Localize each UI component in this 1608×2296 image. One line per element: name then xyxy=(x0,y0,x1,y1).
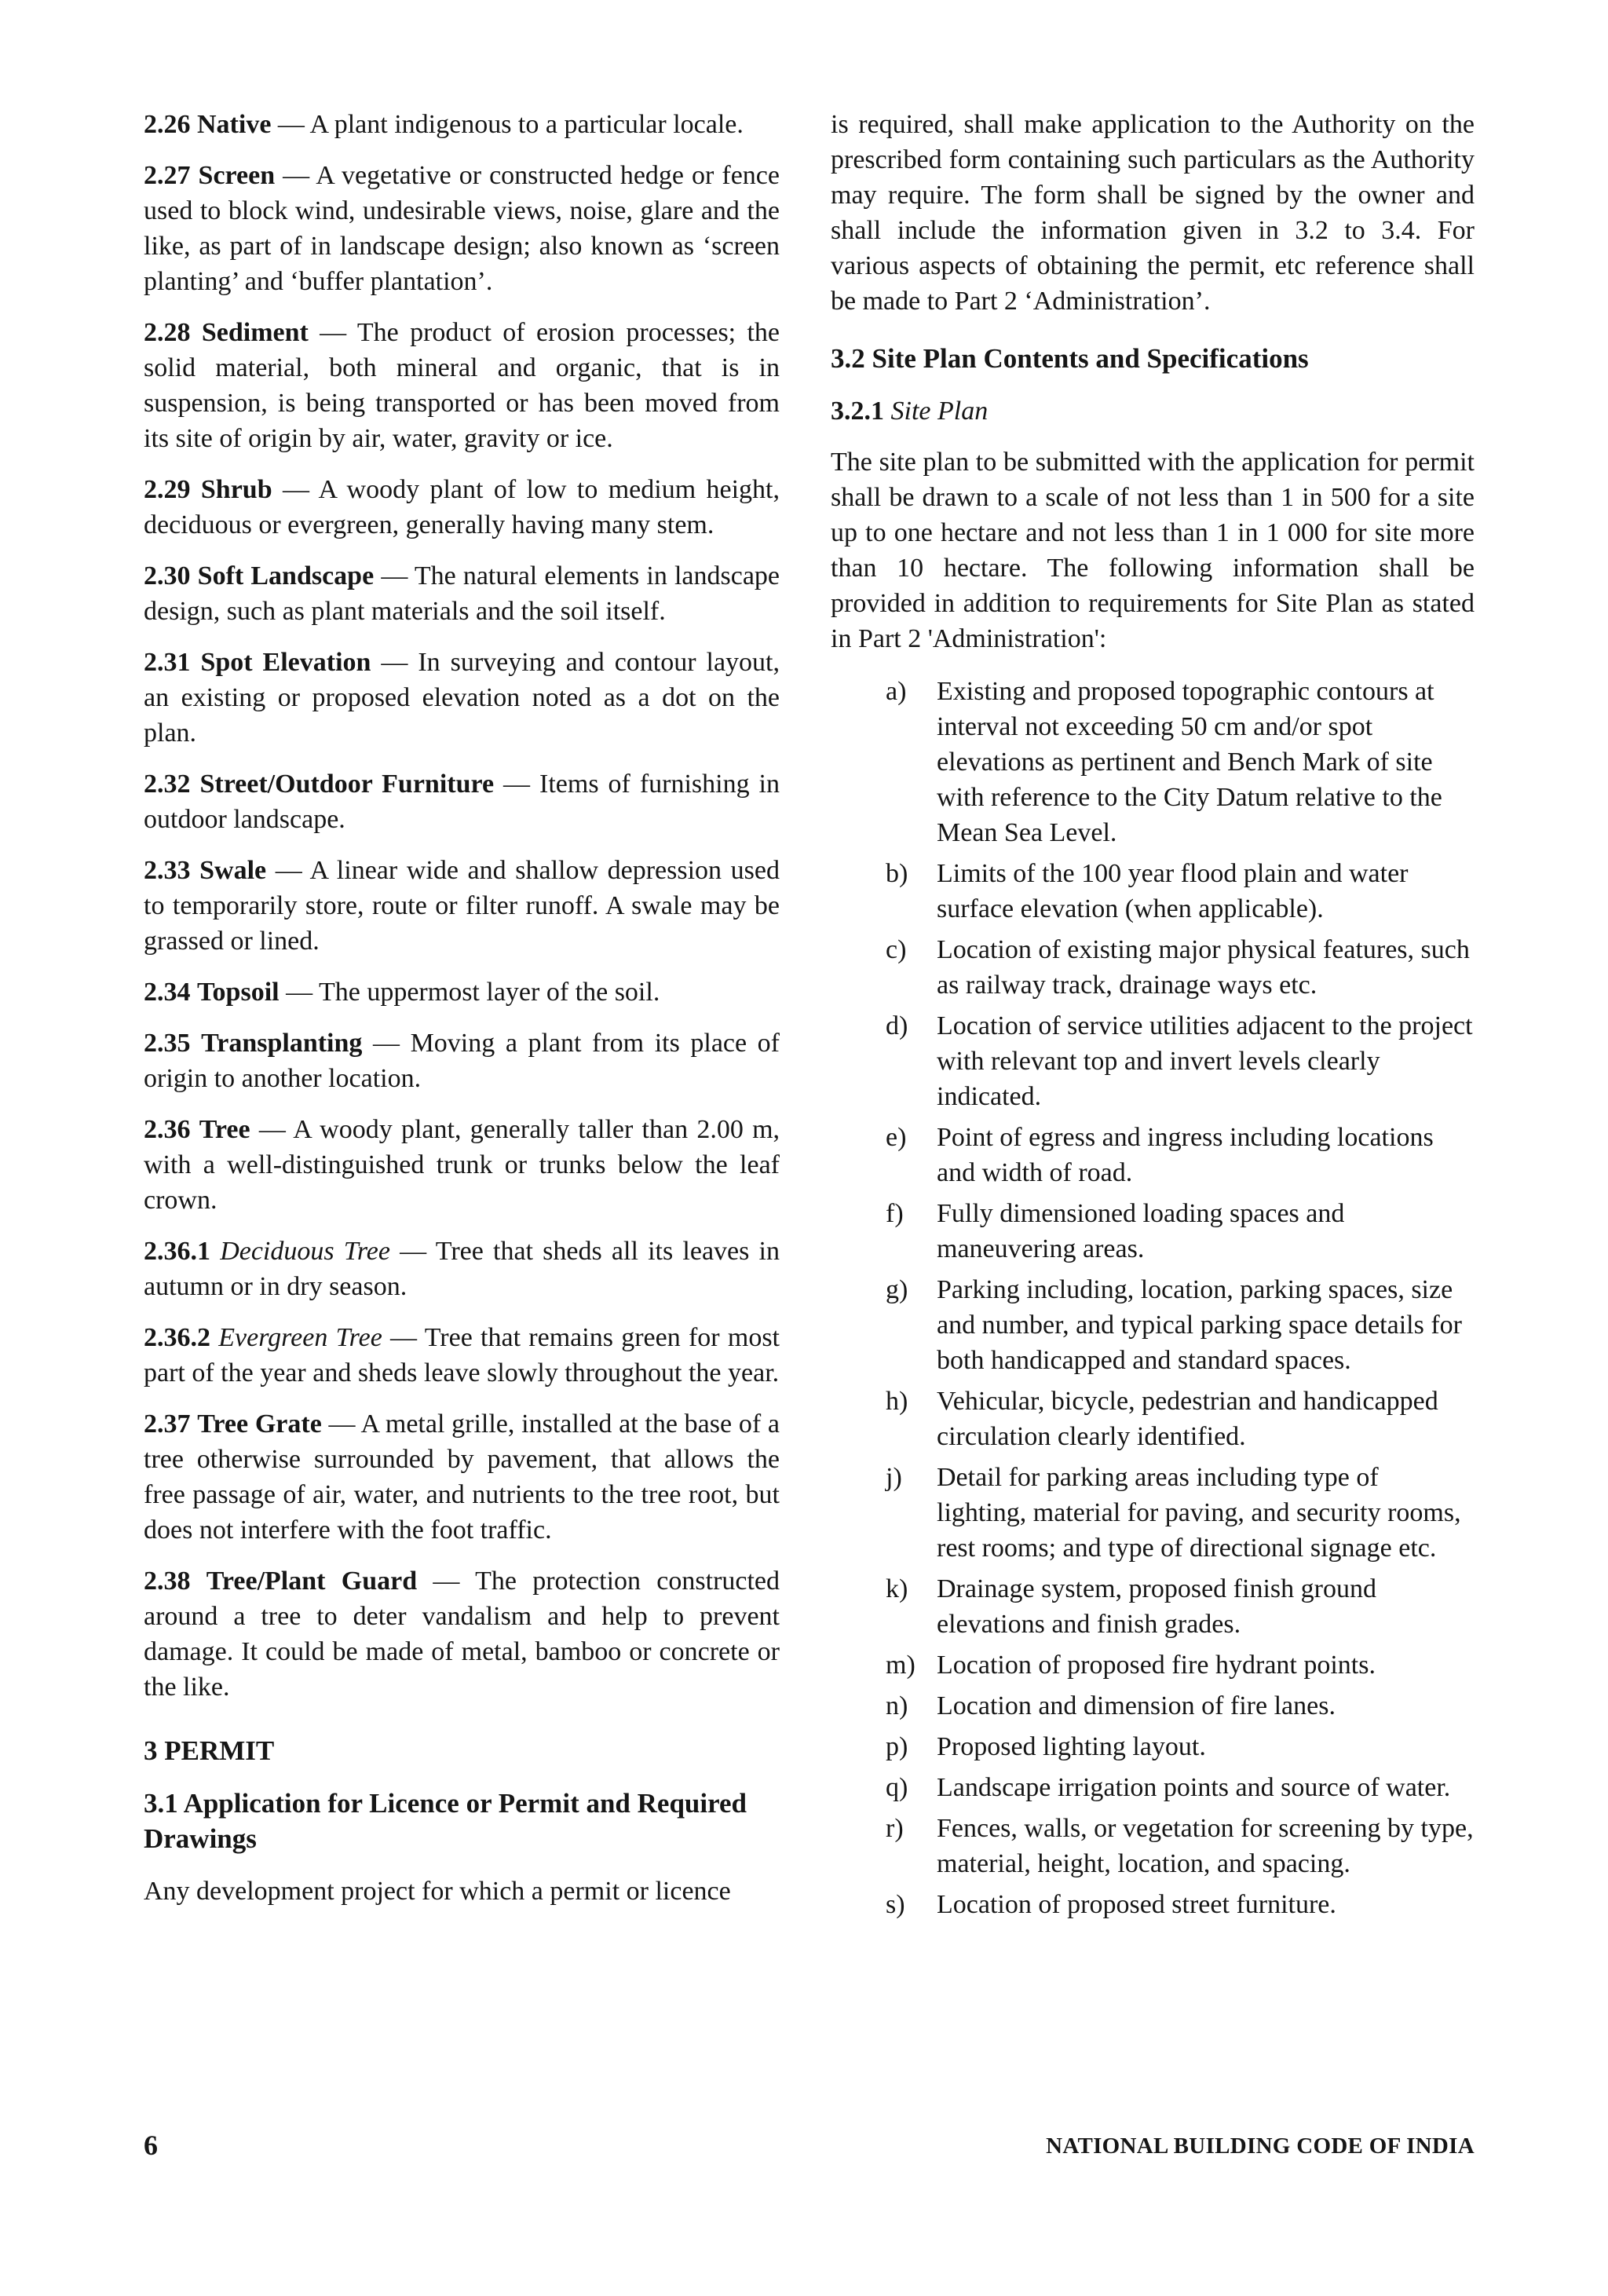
list-item-text: Drainage system, proposed finish ground elevations and finish grades. xyxy=(937,1574,1376,1639)
definition-number: 2.36.2 xyxy=(144,1323,210,1352)
definition-number: 2.36 xyxy=(144,1115,191,1144)
list-item xyxy=(831,1770,1475,1805)
definition-2-29 xyxy=(144,472,780,543)
list-item xyxy=(831,1729,1475,1764)
list-item-marker: s) xyxy=(886,1890,905,1919)
definition-number: 2.34 xyxy=(144,978,191,1007)
list-item-text: Location of proposed fire hydrant points. xyxy=(937,1651,1376,1680)
section-heading-permit: 3 PERMIT xyxy=(144,1735,275,1766)
definition-separator: — xyxy=(250,1115,294,1144)
list-item-marker: m) xyxy=(886,1651,915,1680)
definition-2-33 xyxy=(144,853,780,959)
definition-number: 2.28 xyxy=(144,318,191,347)
list-item-text: Fences, walls, or vegetation for screening by type, material, height, location, and spacing. xyxy=(937,1814,1474,1878)
definition-separator: — xyxy=(371,648,418,677)
definition-separator: — xyxy=(494,770,540,799)
list-item-text: Limits of the 100 year flood plain and water surface elevation (when applicable). xyxy=(937,859,1409,923)
list-item xyxy=(831,1272,1475,1378)
list-item-marker: d) xyxy=(886,1011,908,1040)
list-item xyxy=(831,1647,1475,1683)
list-item xyxy=(831,1571,1475,1642)
definition-2-28 xyxy=(144,315,780,456)
list-item xyxy=(831,1887,1475,1922)
definition-term: Sediment xyxy=(201,318,309,347)
list-item-text: Landscape irrigation points and source of water. xyxy=(937,1773,1451,1802)
list-item xyxy=(831,1811,1475,1881)
definition-term: Spot Elevation xyxy=(200,648,371,677)
definition-2-27 xyxy=(144,158,780,299)
list-item-marker: a) xyxy=(886,677,907,706)
definition-term: Deciduous Tree xyxy=(220,1237,390,1266)
definition-separator: — xyxy=(271,110,310,139)
definition-separator: — xyxy=(321,1409,361,1439)
definition-number: 2.27 xyxy=(144,161,191,190)
list-item xyxy=(831,1688,1475,1724)
definition-2-26 xyxy=(144,107,780,142)
list-item-marker: f) xyxy=(886,1199,904,1228)
definition-separator: — xyxy=(272,475,319,504)
list-item-marker: n) xyxy=(886,1691,908,1720)
page-number: 6 xyxy=(144,2130,158,2161)
definition-term: Street/Outdoor Furniture xyxy=(199,770,495,799)
list-item xyxy=(831,856,1475,927)
definition-term: Evergreen Tree xyxy=(218,1323,382,1352)
definition-term: Soft Landscape xyxy=(197,561,375,590)
subsection-heading-site-plan xyxy=(831,393,1475,429)
definition-text: A linear wide and shallow depression used to temporarily store, route or filter runoff. A swale may be grassed or lined. xyxy=(144,856,780,956)
definition-term: Screen xyxy=(198,161,276,190)
definition-text: A plant indigenous to a particular locale. xyxy=(309,110,744,139)
list-item xyxy=(831,1460,1475,1566)
site-plan-requirements-list xyxy=(831,674,1475,1922)
left-column xyxy=(144,107,780,1925)
definition-text: Tree that sheds all its leaves in autumn or in dry season. xyxy=(144,1237,780,1301)
footer-title: NATIONAL BUILDING CODE OF INDIA xyxy=(1046,2133,1475,2159)
definition-number: 2.29 xyxy=(144,475,191,504)
list-item-text: Point of egress and ingress including locations and width of road. xyxy=(937,1123,1434,1187)
definition-2-36-2 xyxy=(144,1320,780,1391)
definition-separator: — xyxy=(374,561,415,590)
list-item-text: Proposed lighting layout. xyxy=(937,1732,1206,1761)
definition-2-34 xyxy=(144,974,780,1010)
list-item-text: Vehicular, bicycle, pedestrian and handicapped circulation clearly identified. xyxy=(937,1387,1438,1451)
definition-text: The product of erosion processes; the solid material, both mineral and organic, that is in suspension, is being transported or has been moved from its site of origin by air, water, gravity or ice. xyxy=(144,318,780,453)
list-item-marker: c) xyxy=(886,935,907,964)
definition-text: A woody plant, generally taller than 2.00 m, with a well-distinguished trunk or trunks below the leaf crown. xyxy=(144,1115,780,1215)
list-item-marker: k) xyxy=(886,1574,908,1603)
definition-2-35 xyxy=(144,1026,780,1096)
definition-2-38 xyxy=(144,1563,780,1705)
definition-term: Topsoil xyxy=(197,978,280,1007)
definition-text: The protection constructed around a tree to deter vandalism and help to prevent damage. It could be made of metal, bamboo or concrete or the like. xyxy=(144,1567,780,1702)
definition-text: A woody plant of low to medium height, deciduous or evergreen, generally having many stem. xyxy=(144,475,780,539)
definition-2-32 xyxy=(144,766,780,837)
definition-separator: — xyxy=(275,161,316,190)
definition-term: Tree Grate xyxy=(197,1409,322,1439)
definition-number: 2.35 xyxy=(144,1029,191,1058)
list-item xyxy=(831,1384,1475,1454)
list-item-marker: h) xyxy=(886,1387,908,1416)
subsection-title: Site Plan xyxy=(890,397,989,426)
definition-term: Shrub xyxy=(200,475,272,504)
list-item-marker: b) xyxy=(886,859,908,888)
list-item-marker: p) xyxy=(886,1732,908,1761)
definition-term: Transplanting xyxy=(201,1029,363,1058)
list-item xyxy=(831,674,1475,850)
list-item-marker: r) xyxy=(886,1814,904,1843)
definition-number: 2.36.1 xyxy=(144,1237,210,1266)
list-item-text: Detail for parking areas including type of lighting, material for paving, and security rooms, rest rooms; and type of directional signage etc. xyxy=(937,1463,1461,1563)
definition-2-31 xyxy=(144,645,780,751)
definition-text: Items of furnishing in outdoor landscape. xyxy=(144,770,780,834)
definition-number: 2.33 xyxy=(144,856,191,885)
list-item-text: Parking including, location, parking spaces, size and number, and typical parking space details for both handicapped and standard spaces. xyxy=(937,1275,1462,1375)
list-item-text: Location of service utilities adjacent to the project with relevant top and invert levels clearly indicated. xyxy=(937,1011,1473,1111)
definition-2-37 xyxy=(144,1406,780,1548)
definition-separator: — xyxy=(266,856,310,885)
list-item-text: Fully dimensioned loading spaces and maneuvering areas. xyxy=(937,1199,1345,1263)
definition-separator: — xyxy=(308,318,357,347)
section-heading-application: 3.1 Application for Licence or Permit and Required Drawings xyxy=(144,1788,747,1854)
right-column xyxy=(831,107,1475,1928)
list-item xyxy=(831,1120,1475,1190)
definition-number: 2.26 xyxy=(144,110,191,139)
site-plan-paragraph: The site plan to be submitted with the application for permit shall be drawn to a scale of not less than 1 in 500 for a site up to one hectare and not less than 1 in 1 000 for site more than 10 hectare. The following information shall be provided in addition to requirements for Site Plan as stated in Part 2 'Administration': xyxy=(831,448,1475,653)
list-item xyxy=(831,932,1475,1003)
list-item-marker: e) xyxy=(886,1123,907,1152)
definition-term: Native xyxy=(197,110,272,139)
subsection-number: 3.2.1 xyxy=(831,397,884,426)
definition-text: Moving a plant from its place of origin to another location. xyxy=(144,1029,780,1093)
page-footer xyxy=(144,2129,1475,2166)
definition-text: A vegetative or constructed hedge or fence used to block wind, undesirable views, noise, glare and the like, as part of in landscape design; also known as ‘screen planting’ and ‘buffer plantation’. xyxy=(144,161,780,296)
definition-separator: — xyxy=(279,978,319,1007)
definition-separator: — xyxy=(417,1567,476,1596)
application-paragraph-continued: is required, shall make application to the Authority on the prescribed form containing such particulars as the Authority may require. The form shall be signed by the owner and shall include the information given in 3.2 to 3.4. For various aspects of obtaining the permit, etc reference shall be made to Part 2 ‘Administration’. xyxy=(831,110,1475,316)
definition-number: 2.37 xyxy=(144,1409,191,1439)
definition-separator: — xyxy=(362,1029,411,1058)
section-heading-site-plan: 3.2 Site Plan Contents and Specifications xyxy=(831,343,1309,374)
application-paragraph-start: Any development project for which a permit or licence xyxy=(144,1877,731,1906)
definition-2-36-1 xyxy=(144,1234,780,1304)
definition-number: 2.38 xyxy=(144,1567,191,1596)
definition-text: Tree that remains green for most part of the year and sheds leave slowly throughout the year. xyxy=(144,1323,780,1387)
definition-number: 2.30 xyxy=(144,561,191,590)
definition-text: The natural elements in landscape design, such as plant materials and the soil itself. xyxy=(144,561,780,626)
definition-separator: — xyxy=(382,1323,425,1352)
definition-term: Swale xyxy=(199,856,267,885)
list-item xyxy=(831,1196,1475,1267)
definition-term: Tree/Plant Guard xyxy=(206,1567,418,1596)
list-item-text: Location of existing major physical features, such as railway track, drainage ways etc. xyxy=(937,935,1470,1000)
definition-number: 2.32 xyxy=(144,770,191,799)
definition-text: In surveying and contour layout, an existing or proposed elevation noted as a dot on the plan. xyxy=(144,648,780,748)
list-item-marker: q) xyxy=(886,1773,908,1802)
definition-text: The uppermost layer of the soil. xyxy=(318,978,660,1007)
definition-2-30 xyxy=(144,558,780,629)
list-item-text: Location of proposed street furniture. xyxy=(937,1890,1336,1919)
definition-term: Tree xyxy=(199,1115,250,1144)
list-item-text: Existing and proposed topographic contours at interval not exceeding 50 cm and/or spot elevations as pertinent and Bench Mark of site with reference to the City Datum relative to the Mean Sea Level. xyxy=(937,677,1442,847)
definition-separator: — xyxy=(389,1237,436,1266)
definition-2-36 xyxy=(144,1112,780,1218)
definitions-list xyxy=(144,107,780,1705)
list-item xyxy=(831,1008,1475,1114)
definition-number: 2.31 xyxy=(144,648,191,677)
list-item-text: Location and dimension of fire lanes. xyxy=(937,1691,1336,1720)
definition-text: A metal grille, installed at the base of a tree otherwise surrounded by pavement, that allows the free passage of air, water, and nutrients to the tree root, but does not interfere with the foot traffic. xyxy=(144,1409,780,1545)
list-item-marker: j) xyxy=(886,1463,902,1492)
list-item-marker: g) xyxy=(886,1275,908,1304)
